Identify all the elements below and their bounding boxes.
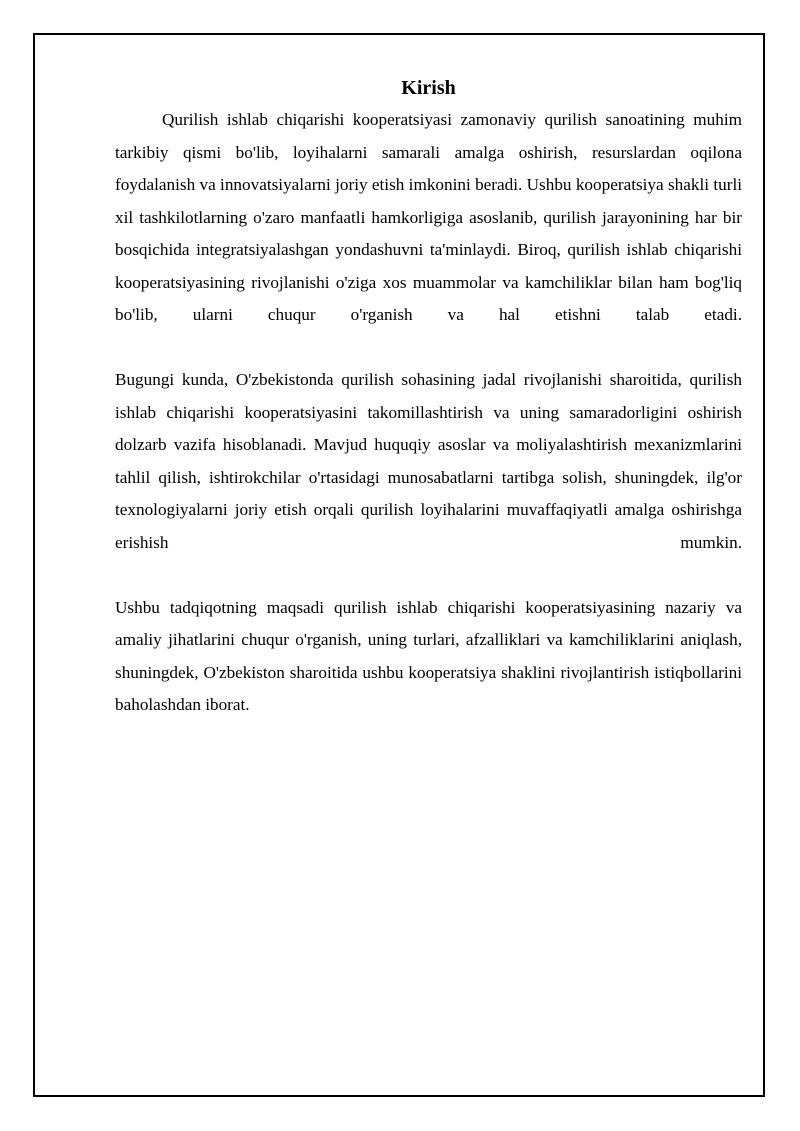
paragraph-intro: Qurilish ishlab chiqarishi kooperatsiyasi zamonaviy qurilish sanoatining muhim tarkibiy qismi bo'lib, loyihalarni samarali amalga oshirish, resurslardan oqilona foydalanish va innovatsiyalarni joriy etish imkonini beradi. Ushbu kooperatsiya shakli turli xil tashkilotlarning o'zaro manfaatli hamkorligiga asoslanib, qurilish jarayonining har bir bosqichida integratsiyalashgan yondashuvni ta'minlaydi. Biroq, qurilish ishlab chiqarishi kooperatsiyasining rivojlanishi o'ziga xos muammolar va kamchiliklar bilan ham bog'liq bo'lib, ularni chuqur o'rganish va hal etishni talab etadi. [115,110,742,324]
document-body [115,72,742,722]
document-title: Kirish [401,77,456,99]
paragraph-spacer [115,332,742,365]
paragraph-spacer [115,559,742,592]
paragraph-goal: Ushbu tadqiqotning maqsadi qurilish ishlab chiqarishi kooperatsiyasining nazariy va amaliy jihatlarini chuqur o'rganish, uning turlari, afzalliklari va kamchiliklarini aniqlash, shuningdek, O'zbekiston sharoitida ushbu kooperatsiya shaklini rivojlantirish istiqbollarini baholashdan iborat. [115,597,742,714]
paragraph-context: Bugungi kunda, O'zbekistonda qurilish sohasining jadal rivojlanishi sharoitida, qurilish ishlab chiqarishi kooperatsiyasini takomillashtirish va uning samaradorligini oshirish dolzarb vazifa hisoblanadi. Mavjud huquqiy asoslar va moliyalashtirish mexanizmlarini tahlil qilish, ishtirokchilar o'rtasidagi munosabatlarni tartibga solish, shuningdek, ilg'or texnologiyalarni joriy etish orqali qurilish loyihalarini muvaffaqiyatli amalga oshirishga erishish mumkin. [115,370,742,552]
